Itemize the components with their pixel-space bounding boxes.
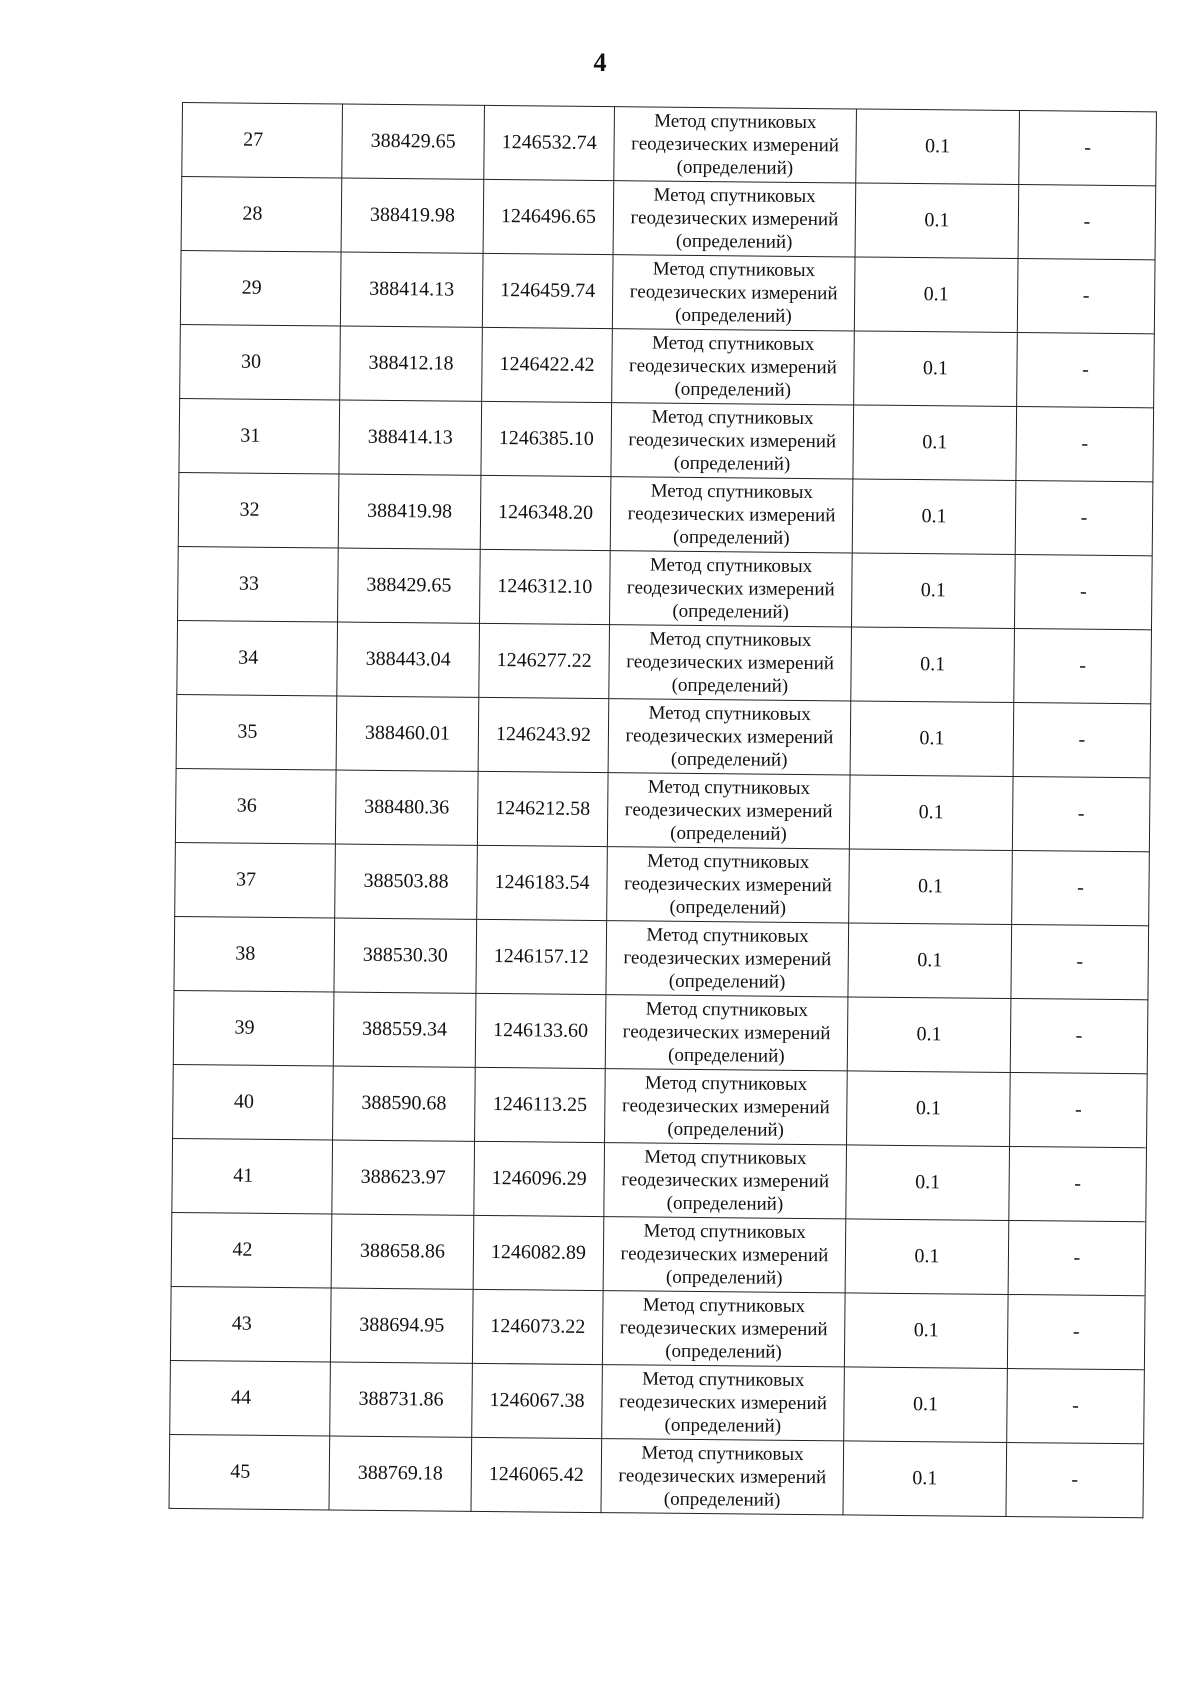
y-coordinate-cell: 1246157.12 (476, 919, 607, 994)
method-cell (605, 1069, 848, 1145)
table-row (177, 620, 1152, 703)
method-line-2: геодезических измерений (625, 725, 834, 749)
x-coordinate-cell: 388623.97 (332, 1140, 475, 1215)
method-line-3: (определений) (675, 304, 792, 327)
y-coordinate-cell: 1246243.92 (478, 697, 609, 772)
note-cell: - (1010, 998, 1148, 1073)
point-number-cell: 33 (178, 546, 339, 622)
x-coordinate-cell: 388559.34 (333, 992, 476, 1067)
accuracy-cell: 0.1 (848, 923, 1012, 999)
method-line-2: геодезических измерений (628, 355, 837, 379)
x-coordinate-cell: 388530.30 (334, 918, 477, 993)
note-cell: - (1014, 555, 1152, 630)
method-line-2: геодезических измерений (621, 1095, 830, 1119)
method-line-3: (определений) (663, 1488, 781, 1511)
method-line-2: геодезических измерений (629, 281, 838, 305)
method-cell (602, 1365, 845, 1441)
method-line-3: (определений) (670, 748, 788, 771)
table-row (180, 250, 1155, 333)
method-line-2: геодезических измерений (619, 1317, 828, 1341)
point-number-cell: 37 (175, 842, 336, 918)
method-line-1: Метод спутниковых (647, 850, 810, 874)
method-line-3: (определений) (672, 600, 789, 623)
method-line-1: Метод спутниковых (648, 702, 811, 726)
method-line-2: геодезических измерений (628, 429, 837, 453)
x-coordinate-cell: 388769.18 (329, 1436, 472, 1511)
y-coordinate-cell: 1246385.10 (481, 401, 612, 476)
accuracy-cell: 0.1 (847, 997, 1011, 1073)
method-line-3: (определений) (665, 1340, 782, 1363)
point-number-cell: 36 (175, 768, 336, 844)
point-number-cell: 27 (182, 103, 343, 179)
x-coordinate-cell: 388503.88 (335, 844, 478, 919)
point-number-cell: 42 (171, 1212, 332, 1288)
method-line-1: Метод спутниковых (651, 332, 815, 356)
accuracy-cell: 0.1 (847, 1071, 1011, 1147)
point-number-cell: 31 (179, 398, 340, 474)
method-line-3: (определений) (674, 378, 792, 401)
x-coordinate-cell: 388419.98 (338, 474, 481, 549)
note-cell: - (1008, 1220, 1146, 1295)
x-coordinate-cell: 388414.13 (339, 400, 482, 475)
y-coordinate-cell: 1246312.10 (480, 549, 611, 624)
table-row (173, 1064, 1148, 1147)
accuracy-cell: 0.1 (853, 405, 1017, 481)
method-line-1: Метод спутниковых (649, 554, 813, 578)
point-number-cell: 45 (169, 1434, 330, 1510)
table-row (178, 472, 1153, 555)
method-cell (606, 921, 849, 997)
method-line-1: Метод спутниковых (643, 1220, 806, 1244)
table-row (173, 990, 1148, 1073)
method-cell (603, 1217, 846, 1293)
point-number-cell: 38 (174, 916, 335, 992)
method-cell (610, 477, 853, 553)
method-line-2: геодезических измерений (622, 1021, 831, 1045)
table-row (175, 768, 1150, 851)
method-line-1: Метод спутниковых (652, 258, 816, 282)
method-line-2: геодезических измерений (627, 503, 836, 527)
point-number-cell: 39 (173, 990, 334, 1066)
page-number: 4 (593, 48, 607, 77)
note-cell: - (1014, 629, 1152, 704)
y-coordinate-cell: 1246212.58 (477, 771, 608, 846)
method-line-1: Метод спутниковых (649, 628, 812, 652)
note-cell: - (1019, 111, 1157, 186)
accuracy-cell: 0.1 (854, 331, 1018, 407)
note-cell: - (1017, 333, 1155, 408)
note-cell: - (1016, 407, 1154, 482)
note-cell: - (1009, 1146, 1147, 1221)
method-line-1: Метод спутниковых (651, 406, 814, 430)
accuracy-cell: 0.1 (850, 701, 1014, 777)
y-coordinate-cell: 1246532.74 (484, 105, 615, 180)
note-cell: - (1013, 703, 1151, 778)
y-coordinate-cell: 1246073.22 (472, 1289, 603, 1364)
x-coordinate-cell: 388412.18 (340, 326, 483, 401)
method-line-1: Метод спутниковых (644, 1072, 808, 1096)
point-number-cell: 44 (170, 1360, 331, 1436)
x-coordinate-cell: 388590.68 (333, 1066, 476, 1141)
method-line-2: геодезических измерений (630, 207, 839, 231)
method-line-1: Метод спутниковых (642, 1368, 805, 1392)
point-number-cell: 28 (181, 177, 342, 253)
point-number-cell: 43 (170, 1286, 331, 1362)
method-cell (611, 403, 854, 479)
accuracy-cell: 0.1 (856, 109, 1020, 185)
y-coordinate-cell: 1246082.89 (473, 1215, 604, 1290)
method-line-2: геодезических измерений (626, 651, 835, 675)
note-cell: - (1006, 1442, 1144, 1517)
table-row (176, 694, 1151, 777)
table-row (181, 177, 1156, 260)
y-coordinate-cell: 1246065.42 (471, 1437, 602, 1512)
method-line-3: (определений) (664, 1414, 782, 1437)
note-cell: - (1007, 1294, 1145, 1369)
accuracy-cell: 0.1 (846, 1145, 1010, 1221)
method-line-1: Метод спутниковых (654, 110, 817, 134)
x-coordinate-cell: 388694.95 (330, 1288, 473, 1363)
point-number-cell: 40 (173, 1064, 334, 1140)
method-line-3: (определений) (667, 1118, 785, 1141)
method-line-3: (определений) (665, 1266, 783, 1289)
table-row (170, 1360, 1145, 1443)
method-line-3: (определений) (676, 156, 794, 179)
method-line-1: Метод спутниковых (642, 1294, 806, 1318)
method-cell (604, 1143, 847, 1219)
accuracy-cell: 0.1 (855, 183, 1019, 259)
y-coordinate-cell: 1246183.54 (477, 845, 608, 920)
y-coordinate-cell: 1246067.38 (472, 1363, 603, 1438)
accuracy-cell: 0.1 (854, 257, 1018, 333)
method-line-1: Метод спутниковых (650, 480, 814, 504)
y-coordinate-cell: 1246096.29 (474, 1141, 605, 1216)
method-cell (610, 551, 853, 627)
method-line-2: геодезических измерений (626, 577, 835, 601)
note-cell: - (1011, 925, 1149, 1000)
accuracy-cell: 0.1 (844, 1293, 1008, 1369)
method-line-2: геодезических измерений (624, 873, 832, 897)
accuracy-cell: 0.1 (843, 1441, 1007, 1517)
x-coordinate-cell: 388419.98 (341, 178, 484, 253)
coordinates-table (168, 102, 1156, 1518)
y-coordinate-cell: 1246113.25 (475, 1067, 606, 1142)
table-row (175, 842, 1150, 925)
point-number-cell: 41 (172, 1138, 333, 1214)
method-line-3: (определений) (668, 1044, 785, 1067)
method-cell (608, 699, 851, 775)
accuracy-cell: 0.1 (845, 1219, 1009, 1295)
accuracy-cell: 0.1 (851, 553, 1015, 629)
accuracy-cell: 0.1 (849, 775, 1013, 851)
note-cell: - (1012, 777, 1150, 852)
point-number-cell: 32 (178, 472, 339, 548)
method-line-3: (определений) (670, 822, 787, 845)
method-line-2: геодезических измерений (619, 1391, 828, 1415)
point-number-cell: 35 (176, 694, 337, 770)
x-coordinate-cell: 388443.04 (337, 622, 480, 697)
y-coordinate-cell: 1246459.74 (482, 253, 613, 328)
accuracy-cell: 0.1 (844, 1367, 1008, 1443)
method-line-3: (определений) (669, 896, 787, 919)
method-cell (614, 107, 857, 183)
method-cell (605, 995, 848, 1071)
method-line-3: (определений) (672, 526, 790, 549)
method-line-3: (определений) (666, 1192, 784, 1215)
note-cell: - (1007, 1368, 1145, 1443)
accuracy-cell: 0.1 (849, 849, 1013, 925)
x-coordinate-cell: 388429.65 (342, 104, 485, 179)
x-coordinate-cell: 388429.65 (338, 548, 481, 623)
method-cell (602, 1291, 845, 1367)
method-line-2: геодезических измерений (623, 947, 832, 971)
table-row (169, 1434, 1144, 1517)
method-line-2: геодезических измерений (631, 133, 840, 157)
note-cell: - (1015, 481, 1153, 556)
y-coordinate-cell: 1246133.60 (475, 993, 606, 1068)
note-cell: - (1017, 259, 1155, 334)
method-cell (612, 255, 855, 331)
method-line-3: (определений) (668, 970, 786, 993)
method-cell (601, 1439, 844, 1515)
y-coordinate-cell: 1246348.20 (480, 475, 611, 550)
table-row (182, 103, 1157, 186)
method-line-2: геодезических измерений (621, 1169, 830, 1193)
method-line-2: геодезических измерений (624, 799, 833, 823)
point-number-cell: 34 (177, 620, 338, 696)
coordinates-table-body (169, 103, 1156, 1518)
method-cell (613, 181, 856, 257)
table-row (180, 324, 1155, 407)
y-coordinate-cell: 1246422.42 (482, 327, 613, 402)
method-line-2: геодезических измерений (618, 1465, 827, 1489)
method-cell (612, 329, 855, 405)
y-coordinate-cell: 1246277.22 (479, 623, 610, 698)
table-row (179, 398, 1154, 481)
x-coordinate-cell: 388658.86 (331, 1214, 474, 1289)
note-cell: - (1012, 851, 1150, 926)
x-coordinate-cell: 388731.86 (330, 1362, 473, 1437)
note-cell: - (1018, 185, 1156, 260)
method-line-1: Метод спутниковых (647, 776, 811, 800)
table-row (171, 1212, 1146, 1295)
x-coordinate-cell: 388414.13 (340, 252, 483, 327)
method-line-1: Метод спутниковых (641, 1442, 804, 1466)
method-line-1: Метод спутниковых (653, 184, 816, 208)
accuracy-cell: 0.1 (852, 479, 1016, 555)
accuracy-cell: 0.1 (851, 627, 1015, 703)
point-number-cell: 30 (180, 324, 341, 400)
method-line-2: геодезических измерений (620, 1243, 829, 1267)
method-line-1: Метод спутниковых (645, 998, 809, 1022)
method-line-3: (определений) (671, 674, 789, 697)
note-cell: - (1010, 1072, 1148, 1147)
table-row (178, 546, 1153, 629)
method-line-1: Метод спутниковых (644, 1146, 807, 1170)
point-number-cell: 29 (180, 250, 341, 326)
table-row (172, 1138, 1147, 1221)
table-row (170, 1286, 1145, 1369)
y-coordinate-cell: 1246496.65 (483, 179, 614, 254)
x-coordinate-cell: 388460.01 (336, 696, 479, 771)
method-cell (607, 847, 850, 923)
method-line-3: (определений) (675, 230, 793, 253)
method-cell (607, 773, 850, 849)
table-row (174, 916, 1149, 999)
method-cell (609, 625, 852, 701)
method-line-1: Метод спутниковых (646, 924, 809, 948)
method-line-3: (определений) (673, 452, 791, 475)
x-coordinate-cell: 388480.36 (335, 770, 478, 845)
